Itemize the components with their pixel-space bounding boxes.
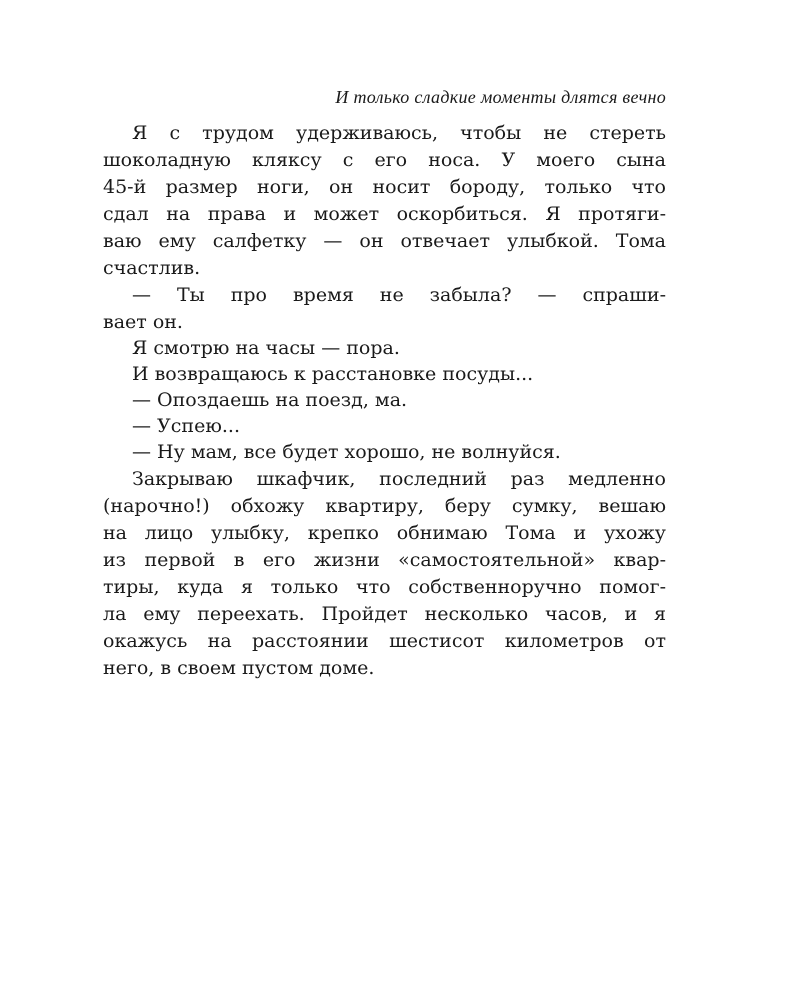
text-line: (нарочно!) обхожу квартиру, беру сумку, вешаю <box>103 495 666 517</box>
text-line: вает он. <box>103 311 183 333</box>
text-line: — Ну мам, все будет хорошо, не волнуйся. <box>132 441 561 463</box>
text-line: тиры, куда я только что собственноручно помог- <box>103 576 666 598</box>
text-line: — Опоздаешь на поезд, ма. <box>132 389 408 411</box>
text-line: сдал на права и может оскорбиться. Я протяги- <box>103 203 666 225</box>
running-head: И только сладкие моменты длятся вечно <box>335 87 666 107</box>
text-line: на лицо улыбку, крепко обнимаю Тома и ухожу <box>103 522 666 544</box>
text-line: 45-й размер ноги, он носит бороду, только что <box>103 176 666 198</box>
text-line: него, в своем пустом доме. <box>103 657 375 679</box>
text-line: окажусь на расстоянии шестисот километров от <box>103 630 666 652</box>
text-line: — Успею... <box>132 415 240 437</box>
text-line: Я с трудом удерживаюсь, чтобы не стереть <box>132 122 666 144</box>
text-line: ваю ему салфетку — он отвечает улыбкой. Тома <box>103 230 666 252</box>
text-line: ла ему переехать. Пройдет несколько часов, и я <box>103 603 666 625</box>
text-line: из первой в его жизни «самостоятельной» квар- <box>103 549 666 571</box>
text-line: Я смотрю на часы — пора. <box>132 337 400 359</box>
text-line: — Ты про время не забыла? — спраши- <box>132 284 666 306</box>
text-line: Закрываю шкафчик, последний раз медленно <box>132 468 666 490</box>
text-line: шоколадную кляксу с его носа. У моего сына <box>103 149 666 171</box>
text-line: счастлив. <box>103 257 201 279</box>
text-line: И возвращаюсь к расстановке посуды... <box>132 363 534 385</box>
